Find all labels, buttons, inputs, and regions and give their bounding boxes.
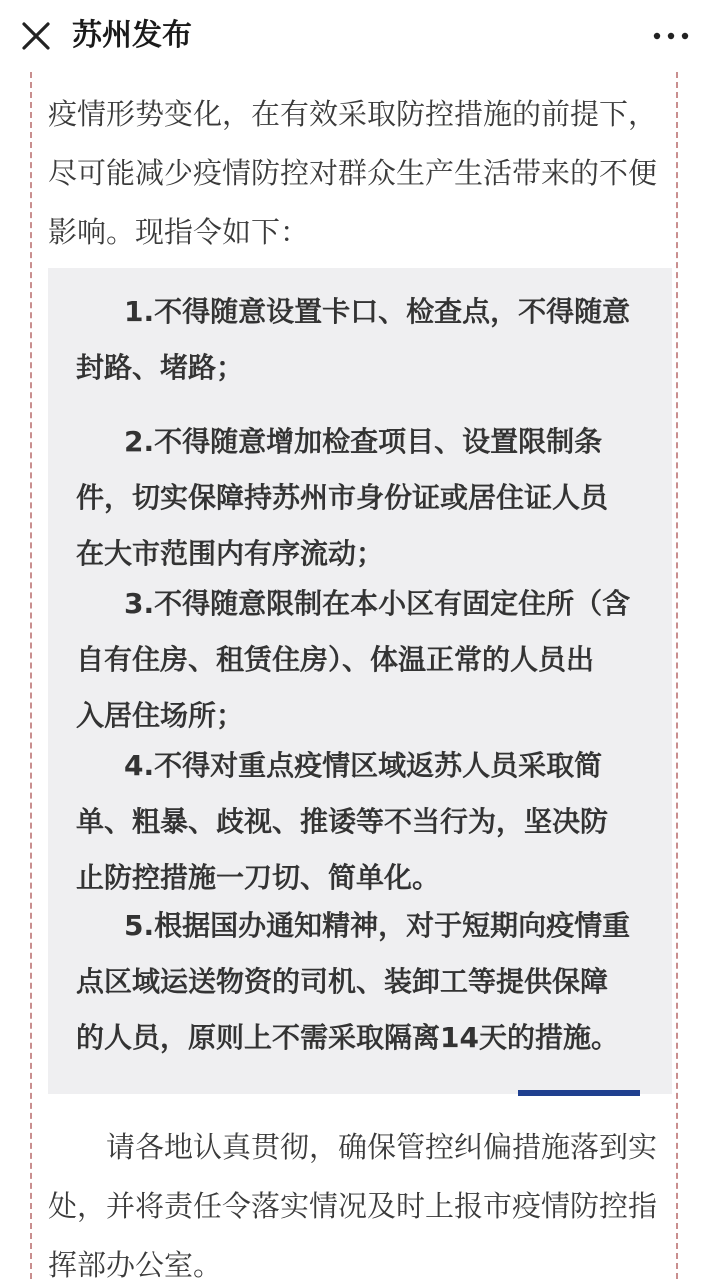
text-line: 3.不得随意限制在本小区有固定住所（含 [124,587,631,620]
directive-list-box [48,268,672,1094]
text-line: 的人员，原则上不需采取隔离14天的措施。 [76,1021,619,1054]
text-line: 件，切实保障持苏州市身份证或居住证人员 [76,481,609,514]
directive-item-4 [76,738,666,906]
text-line: 4.不得对重点疫情区域返苏人员采取简 [124,749,603,782]
text-line: 挥部办公室。 [48,1248,223,1279]
text-line: 止防控措施一刀切、简单化。 [76,861,441,894]
text-line: 处，并将责任令落实情况及时上报市疫情防控指 [48,1189,658,1223]
directive-item-3 [76,576,666,744]
article-body[interactable] [0,72,709,1279]
text-line: 单、粗暴、歧视、推诿等不当行为，坚决防 [76,805,609,838]
directive-item-1 [76,284,666,396]
close-button[interactable] [14,14,58,58]
text-line: 影响。现指令如下： [48,215,310,249]
text-line: 自有住房、租赁住房）、体温正常的人员出 [76,643,595,676]
text-line: 5.根据国办通知精神，对于短期向疫情重 [124,909,631,942]
accent-bar [518,1090,640,1096]
decorative-dashed-border-left [30,72,32,1279]
text-line: 入居住场所； [76,699,245,732]
text-line: 请各地认真贯彻，确保管控纠偏措施落到实 [106,1130,658,1164]
intro-paragraph [48,85,678,262]
text-line: 封路、堵路； [76,351,245,384]
text-line: 1.不得随意设置卡口、检查点，不得随意 [124,295,631,328]
text-line: 在大市范围内有序流动； [76,537,385,570]
top-bar [0,0,709,72]
directive-item-5 [76,898,666,1066]
directive-item-2 [76,414,666,582]
more-horizontal-icon [651,22,691,50]
page-title: 苏州发布 [72,18,192,53]
closing-paragraph [48,1118,678,1279]
more-button[interactable] [651,22,691,50]
close-icon [14,14,58,58]
text-line: 2.不得随意增加检查项目、设置限制条 [124,425,603,458]
text-line: 疫情形势变化，在有效采取防控措施的前提下， [48,97,658,131]
text-line: 尽可能减少疫情防控对群众生产生活带来的不便 [48,156,658,190]
text-line: 点区域运送物资的司机、装卸工等提供保障 [76,965,609,998]
